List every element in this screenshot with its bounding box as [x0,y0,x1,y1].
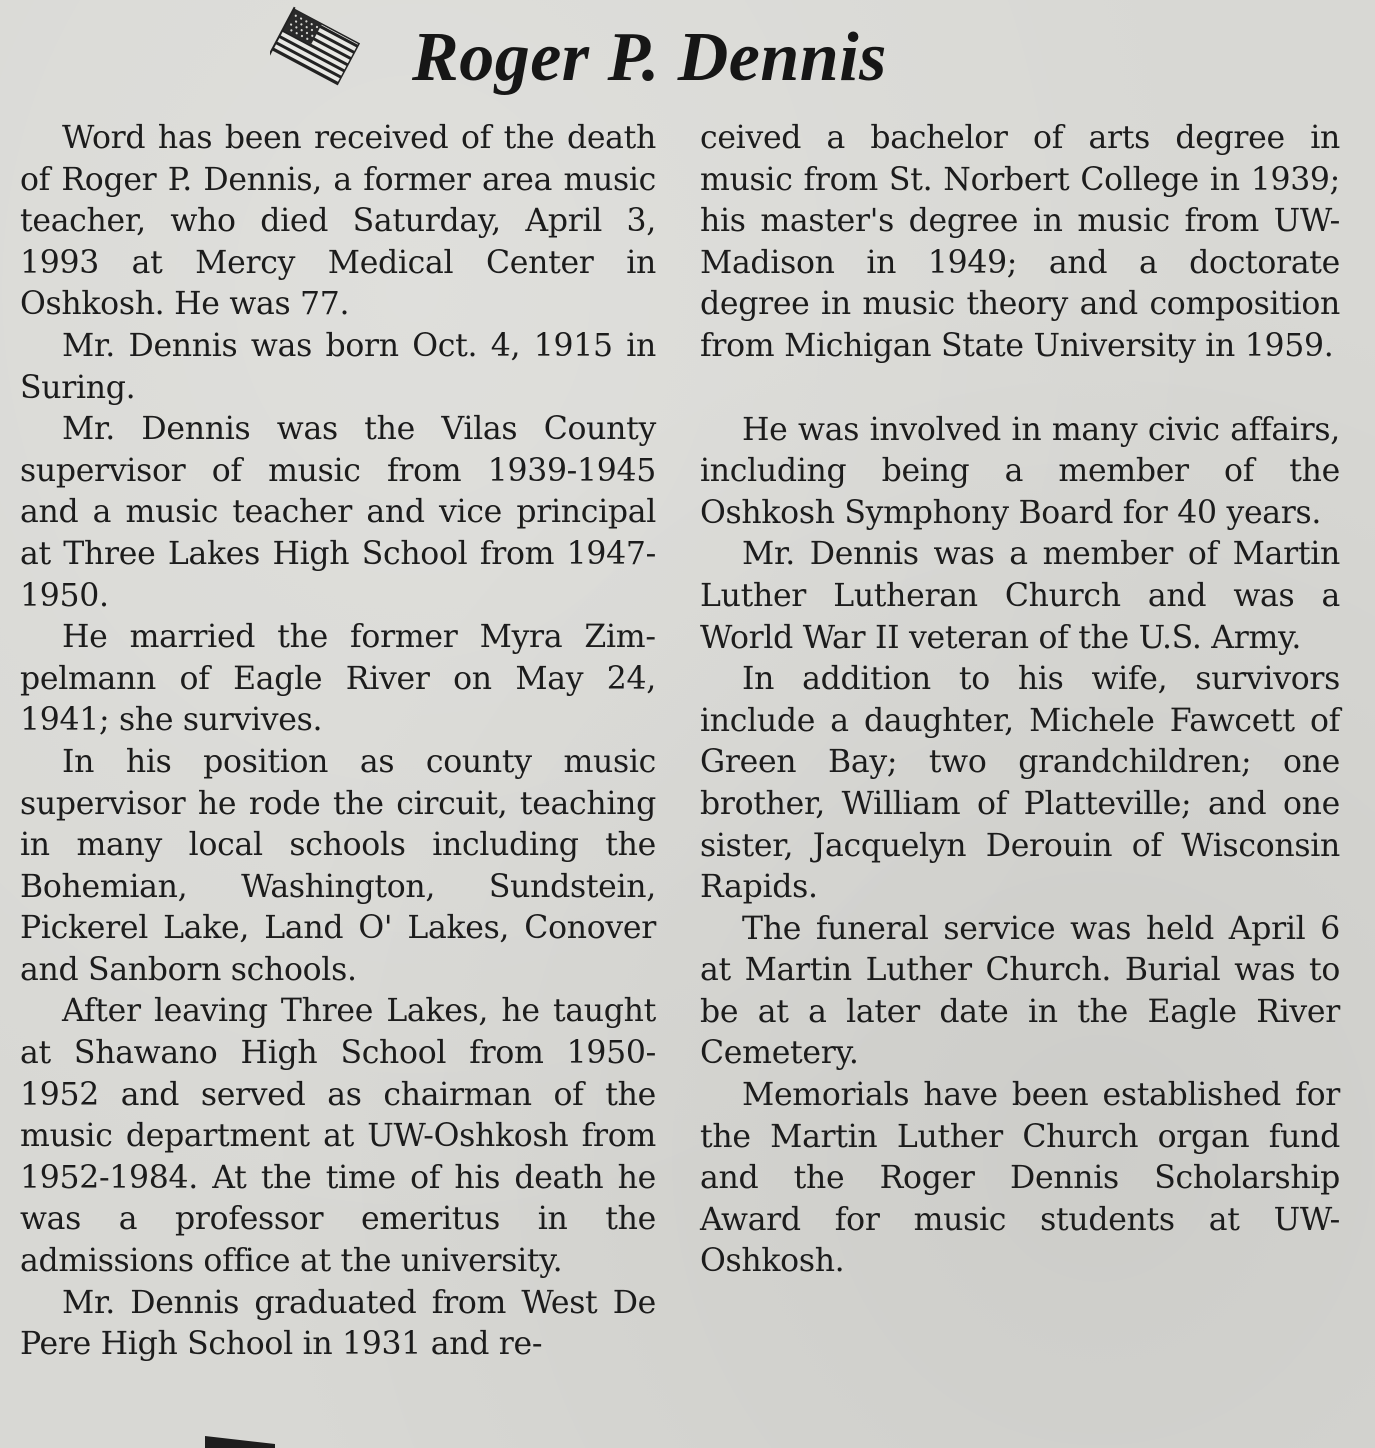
paragraph-birth: Mr. Dennis was born Oct. 4, 1915 in Suring. [20,327,656,406]
paragraph-marriage: He married the former Myra Zimpelmann of Eagle River on May 24, 1941; she survives. [20,619,656,739]
paragraph-education-start: Mr. Dennis graduated from West De Pere High School in 1931 and re- [20,1284,656,1363]
right-column [700,118,1340,1283]
obituary-headline: Roger P. Dennis [412,19,887,96]
paragraph-vilas-county: Mr. Dennis was the Vilas County supervisor of music from 1939-1945 and a music teacher and vice principal at Three Lakes High School from 1947-1950. [20,411,656,614]
paragraph-funeral: The funeral service was held April 6 at Martin Luther Church. Burial was to be at a later date in the Eagle River Cemetery. [700,910,1340,1072]
paragraph-church-veteran: Mr. Dennis was a member of Martin Luther Lutheran Church and was a World War II veteran of the U.S. Army. [700,536,1340,656]
clipping-edge-mark [205,1432,275,1448]
paragraph-education-continued: ceived a bachelor of arts degree in music from St. Norbert College in 1939; his master's degree in music from UW-Madison in 1949; and a doctorate degree in music theory and composition from Michigan State University in 1959. [700,120,1340,364]
paragraph-county-supervisor: In his position as county music supervisor he rode the circuit, teaching in many local schools including the Bohemian, Washington, Sundstein, Pickerel Lake, Land O' Lakes, Conover and Sanborn schools. [20,743,656,988]
paragraph-civic-affairs: He was involved in many civic affairs, including being a member of the Oshkosh Symphony Board for 40 years. [700,411,1340,531]
paragraph-death-notice: Word has been received of the death of Roger P. Dennis, a former area music teacher, who died Saturday, April 3, 1993 at Mercy Medical Center in Oshkosh. He was 77. [20,120,656,323]
american-flag-icon [270,2,362,94]
paragraph-survivors: In addition to his wife, survivors include a daughter, Michele Fawcett of Green Bay; two grandchildren; one brother, William of Platteville; and one sister, Jacquelyn Derouin of Wisconsin Rapids. [700,661,1340,906]
paragraph-memorials: Memorials have been established for the Martin Luther Church organ fund and the Roger Dennis Scholarship Award for music students at UW-Oshkosh. [700,1077,1340,1280]
paragraph-career: After leaving Three Lakes, he taught at Shawano High School from 1950-1952 and served as chairman of the music department at UW-Oshkosh from 1952-1984. At the time of his death he was a professor emeritus in the admissions office at the university. [20,993,656,1280]
left-column [20,118,656,1366]
